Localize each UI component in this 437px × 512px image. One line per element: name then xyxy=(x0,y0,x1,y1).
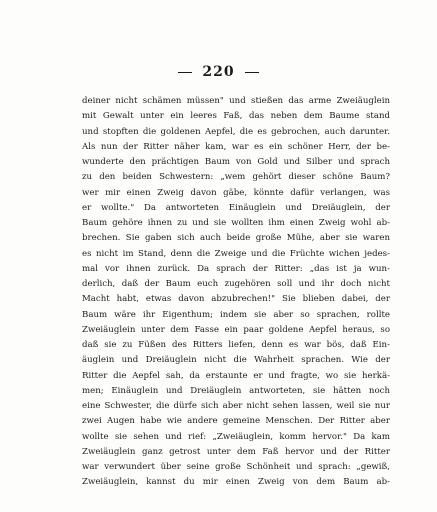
header-dash-right xyxy=(245,72,259,73)
text-line: war verwundert über seine große Schönheit und sprach: „gewiß, xyxy=(82,462,390,472)
text-line: Baum wäre ihr Eigenthum; indem sie aber so sprachen, rollte xyxy=(82,309,390,320)
text-line: daß sie zu Füßen des Ritters liefen, denn es war bös, daß Ein- xyxy=(82,340,390,350)
text-line: mal vor ihnen zurück. Da sprach der Ritter: „das ist ja wun- xyxy=(82,263,390,274)
text-line: eine Schwester, die dürfe sich aber nicht sehen lassen, weil sie nur xyxy=(82,401,390,411)
text-line: Macht habt, etwas davon abzubrechen!" Sie blieben dabei, der xyxy=(82,294,390,305)
text-line: und stopften die goldenen Aepfel, die es gebrochen, auch darunter. xyxy=(82,126,390,137)
text-line: Zweiäuglein, kannst du mir einen Zweig von dem Baum ab- xyxy=(82,477,390,488)
header-dash-left xyxy=(178,72,192,73)
body-text xyxy=(82,94,390,491)
text-line: wunderte den prächtigen Baum von Gold und Silber und sprach xyxy=(82,157,390,167)
text-line: Baum gehöre ihnen zu und sie wollten ihm einen Zweig wohl ab- xyxy=(82,218,390,228)
text-line: Zweiäuglein unter dem Fasse ein paar goldene Aepfel heraus, so xyxy=(82,324,390,335)
page-number: 220 xyxy=(202,64,235,80)
text-line: Zweiäuglein ganz getrost unter dem Faß hervor und der Ritter xyxy=(82,446,390,457)
text-line: wollte sie sehen und rief: „Zweiäuglein, komm hervor." Da kam xyxy=(82,431,390,442)
text-line: wer mir einen Zweig davon gäbe, könnte dafür verlangen, was xyxy=(82,187,390,198)
text-line: mit Gewalt unter ein leeres Faß, das neben dem Baume stand xyxy=(82,111,390,122)
text-line: deiner nicht schämen müssen" und stießen das arme Zweiäuglein xyxy=(82,96,390,106)
text-line: men; Einäuglein und Dreiäuglein antworteten, sie hätten noch xyxy=(82,385,390,396)
text-line: Als nun der Ritter näher kam, war es ein schöner Herr, der be- xyxy=(82,141,390,152)
text-line: brechen. Sie gaben sich auch beide große Mühe, aber sie waren xyxy=(82,233,390,244)
text-line: er wollte." Da antworteten Einäuglein und Dreiäuglein, der xyxy=(82,202,390,213)
text-line: zu den beiden Schwestern: „wem gehört dieser schöne Baum? xyxy=(82,172,390,183)
text-line: Ritter die Aepfel sah, da erstaunte er und fragte, wo sie herkä- xyxy=(82,370,390,381)
text-line: äuglein und Dreiäuglein nicht die Wahrheit sprachen. Wie der xyxy=(82,355,390,366)
text-line: derlich, daß der Baum euch zugehören soll und ihr doch nicht xyxy=(82,279,390,289)
text-line: es nicht im Stand, denn die Zweige und die Früchte wichen jedes- xyxy=(82,248,390,259)
text-line: zwei Augen habe wie andere gemeine Menschen. Der Ritter aber xyxy=(82,416,390,427)
page-header xyxy=(0,64,437,80)
